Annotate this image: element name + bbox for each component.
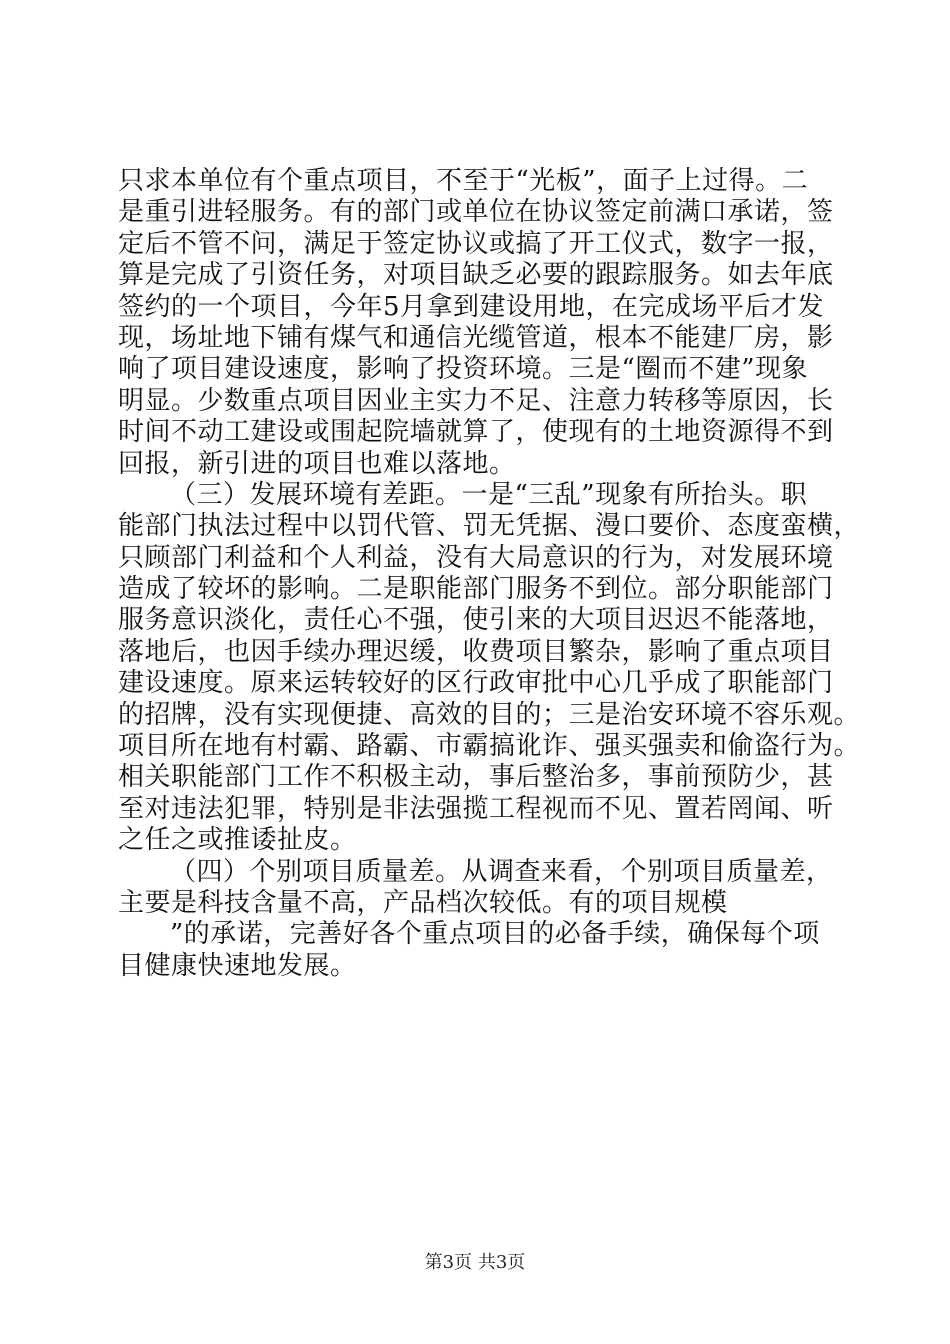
section-heading-line: （三）发展环境有差距。一是“三乱”现象有所抬头。职: [170, 479, 808, 510]
text-line: 项目所在地有村霸、路霸、市霸搞讹诈、强买强卖和偷盗行为。: [118, 731, 861, 762]
text-line: 造成了较坏的影响。二是职能部门服务不到位。部分职能部门: [118, 574, 834, 605]
text-line: 是重引进轻服务。有的部门或单位在协议签定前满口承诺，签: [118, 197, 834, 228]
text-line: 建设速度。原来运转较好的区行政审批中心几乎成了职能部门: [118, 668, 834, 699]
text-line: 回报，新引进的项目也难以落地。: [118, 448, 516, 479]
text-line: 能部门执法过程中以罚代管、罚无凭据、漫口要价、态度蛮横，: [118, 511, 861, 542]
text-line: 的招牌，没有实现便捷、高效的目的；三是治安环境不容乐观。: [118, 699, 861, 730]
text-line: 服务意识淡化，责任心不强，使引来的大项目迟迟不能落地，: [118, 605, 834, 636]
text-line: 定后不管不问，满足于签定协议或搞了开工仪式，数字一报，: [118, 228, 834, 259]
text-line: 明显。少数重点项目因业主实力不足、注意力转移等原因，长: [118, 385, 834, 416]
text-line: 签约的一个项目，今年5月拿到建设用地，在完成场平后才发: [118, 291, 825, 322]
page-number-footer: 第3页 共3页: [424, 1252, 526, 1273]
text-line: 响了项目建设速度，影响了投资环境。三是“圈而不建”现象: [118, 354, 809, 385]
text-line: 时间不动工建设或围起院墙就算了，使现有的土地资源得不到: [118, 417, 834, 448]
text-line: 相关职能部门工作不积极主动，事后整治多，事前预防少，甚: [118, 762, 834, 793]
body-text: [118, 166, 861, 982]
text-line: ”的承诺，完善好各个重点项目的必备手续，确保每个项: [170, 919, 820, 950]
text-line: 现，场址地下铺有煤气和通信光缆管道，根本不能建厂房，影: [118, 322, 834, 353]
text-line: 主要是科技含量不高，产品档次较低。有的项目规模: [118, 887, 728, 918]
text-line: 只顾部门利益和个人利益，没有大局意识的行为，对发展环境: [118, 542, 834, 573]
text-line: 只求本单位有个重点项目，不至于“光板”，面子上过得。二: [118, 166, 809, 196]
text-line: 至对违法犯罪，特别是非法强揽工程视而不见、置若罔闻、听: [118, 793, 834, 824]
text-line: 落地后，也因手续办理迟缓，收费项目繁杂，影响了重点项目: [118, 636, 834, 667]
text-line: 目健康快速地发展。: [118, 950, 357, 981]
section-heading-line: （四）个别项目质量差。从调查来看，个别项目质量差，: [170, 856, 833, 887]
text-line: 算是完成了引资任务，对项目缺乏必要的跟踪服务。如去年底: [118, 260, 834, 291]
text-line: 之任之或推诿扯皮。: [118, 825, 357, 856]
